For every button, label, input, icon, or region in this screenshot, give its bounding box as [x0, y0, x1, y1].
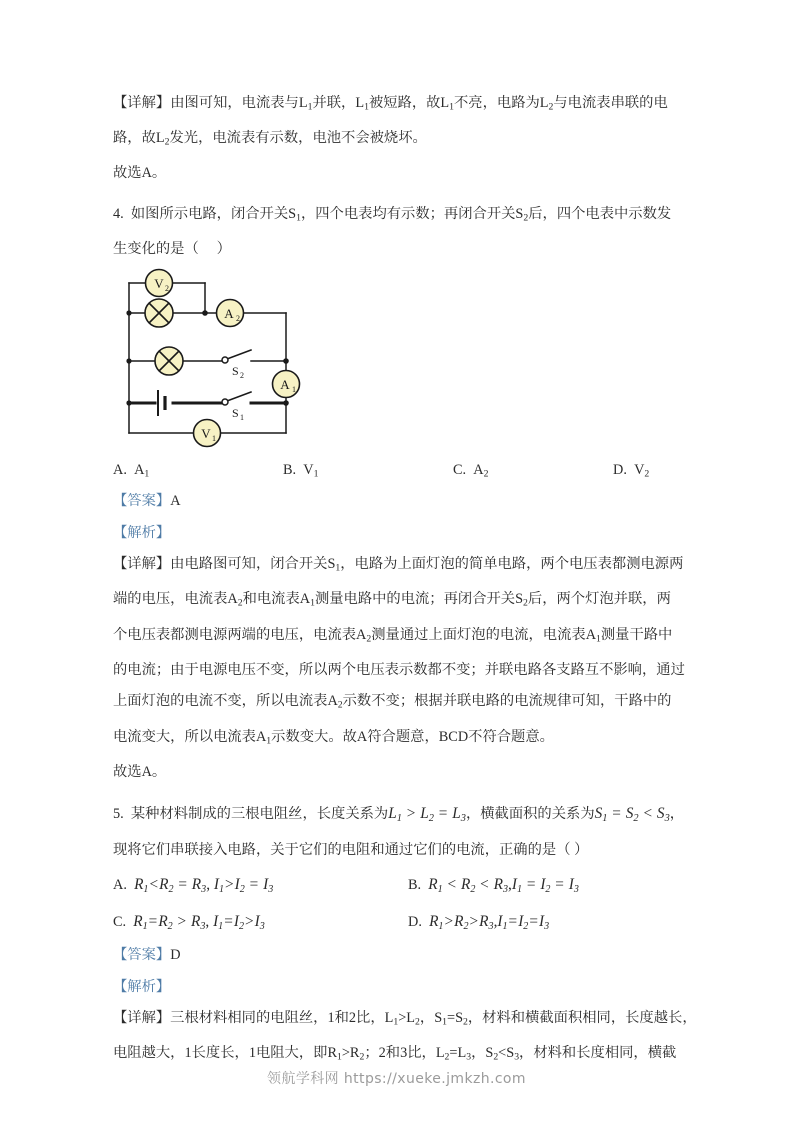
- svg-text:V: V: [201, 425, 211, 441]
- q5-answer-label: 【答案】: [113, 947, 171, 964]
- svg-text:2: 2: [165, 283, 169, 293]
- q4-options-row: [113, 455, 683, 487]
- svg-text:V: V: [154, 275, 164, 291]
- q5-math-length: $L_1 > L_2 = L_3$: [388, 805, 466, 825]
- q4-detail-line-5: 上面灯泡的电流不变，所以电流表$A_2$示数不变；根据并联电路的电流规律可知，干路中的: [113, 693, 672, 712]
- q4-analysis-label: 【解析】: [113, 524, 171, 541]
- lamp-lower-symbol: [155, 347, 183, 375]
- q4-detail-line-1: 【详解】由电路图可知，闭合开关$S_1$，电路为上面灯泡的简单电路，两个电压表都测电源两: [113, 556, 684, 574]
- q4-option-c[interactable]: C. $A_2$: [453, 461, 489, 480]
- svg-text:2: 2: [240, 370, 244, 380]
- switch-s2-label: S: [232, 363, 239, 378]
- svg-text:A: A: [224, 305, 234, 321]
- q4-stem-line-1: 4. 如图所示电路，闭合开关$S_1$，四个电表均有示数；再闭合开关$S_2$后，四个电表中示数发: [113, 205, 672, 224]
- q5-options-row-2: [113, 903, 683, 940]
- ammeter-a1-symbol: [273, 370, 300, 397]
- page-content: [113, 88, 697, 1074]
- svg-text:1: 1: [292, 384, 296, 394]
- q4-option-a[interactable]: A. $A_1$: [113, 461, 150, 480]
- q3-conclusion: 故选A。: [113, 165, 167, 182]
- voltmeter-v1-symbol: [194, 419, 221, 446]
- svg-text:1: 1: [240, 412, 244, 422]
- q4-answer-label: 【答案】: [113, 493, 171, 510]
- q5-option-b[interactable]: B. $R_1 < R_2 < R_3,I_1 = I_2 = I_3$: [408, 876, 579, 896]
- svg-text:A: A: [280, 376, 290, 392]
- q5-math-area: $S_1 = S_2 < S_3$: [594, 805, 670, 825]
- circuit-diagram: [120, 266, 320, 451]
- q5-number: 5.: [113, 806, 124, 823]
- q5-stem-line-2: 现将它们串联接入电路，关于它们的电阻和通过它们的电流，正确的是（ ）: [113, 841, 589, 858]
- q4-stem-line-2: 生变化的是（ ）: [113, 241, 231, 258]
- q5-detail-line-1: 【详解】三根材料相同的电阻丝，1和2比，$L_1>L_2$，$S_1=S_2$，材料和横截面积相同，长度越长，: [113, 1010, 697, 1028]
- q3-detail-line-1: 【详解】由图可知，电流表与$L_1$并联，$L_1$被短路，故$L_1$不亮，电路为$L_2$与电流表串联的电: [113, 95, 668, 113]
- voltmeter-v2-symbol: [146, 269, 173, 296]
- q4-answer-row: [113, 486, 683, 518]
- switch-s1-label: S: [232, 405, 239, 420]
- q3-detail-line-2: 路，故$L_2$发光，电流表有示数，电池不会被烧坏。: [113, 130, 427, 148]
- q4-number: 4.: [113, 205, 124, 222]
- q4-detail-line-2: 端的电压，电流表$A_2$和电流表$A_1$测量电路中的电流；再闭合开关$S_2$后，两个灯泡并联，两: [113, 591, 671, 610]
- footer-watermark: 领航学科网 https://xueke.jmkzh.com: [267, 1071, 526, 1087]
- q4-option-d[interactable]: D. $V_2$: [613, 461, 650, 480]
- q4-detail-line-4: 的电流；由于电源电压不变，所以两个电压表示数都不变；并联电路各支路互不影响，通过: [113, 661, 685, 678]
- q5-detail-line-2: 电阻越大，1长度长，1电阻大，即$R_1>R_2$；2和3比，$L_2=L_3$，$S_2<S_3$，材料和长度相同，横截: [113, 1045, 677, 1064]
- q5-stem-line-1: 5. 某种材料制成的三根电阻丝，长度关系为$L_1 > L_2 = L_3$，横截面积的关系为$S_1 = S_2 < S_3$，: [113, 805, 685, 825]
- q5-analysis-label: 【解析】: [113, 978, 171, 995]
- ammeter-a2-symbol: [217, 299, 244, 326]
- q5-option-a[interactable]: A. $R_1<R_2 = R_3$, $I_1>I_2 = I_3$: [113, 876, 274, 896]
- q4-answer-value: A: [170, 493, 181, 510]
- svg-text:2: 2: [236, 313, 240, 323]
- q5-options-row-1: [113, 866, 683, 903]
- q4-detail-line-6: 电流变大，所以电流表$A_1$示数变大。故A符合题意，BCD不符合题意。: [113, 728, 554, 747]
- q5-option-c[interactable]: C. $R_1=R_2 > R_3$, $I_1=I_2>I_3$: [113, 913, 265, 933]
- q4-option-b[interactable]: B. $V_1$: [283, 461, 319, 480]
- q4-detail-line-3: 个电压表都测电源两端的电压，电流表$A_2$测量通过上面灯泡的电流，电流表$A_1$测量干路中: [113, 626, 673, 645]
- q5-answer-value: D: [170, 947, 181, 964]
- q4-conclusion: 故选A。: [113, 763, 167, 780]
- svg-text:1: 1: [212, 433, 216, 443]
- q5-option-d[interactable]: D. $R_1>R_2>R_3,I_1=I_2=I_3$: [408, 913, 550, 933]
- lamp-upper-symbol: [145, 299, 173, 327]
